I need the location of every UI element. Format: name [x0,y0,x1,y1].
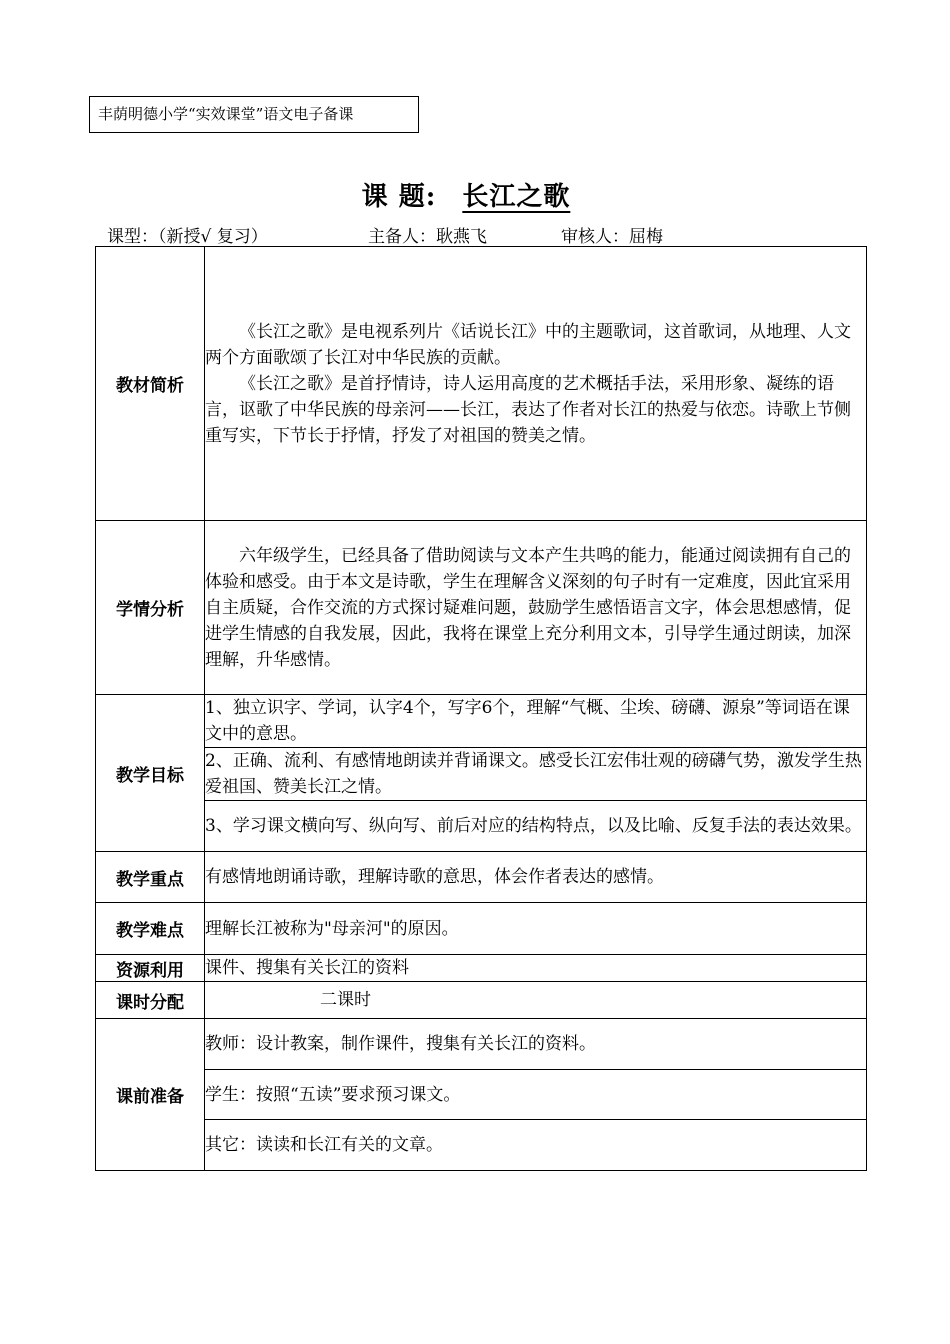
row-content [205,521,867,695]
row-content [205,247,867,521]
prep-student: 学生：按照“五读”要求预习课文。 [205,1070,867,1120]
row-goal-3 [96,801,867,852]
hours-content: 二课时 [205,982,867,1019]
students-paragraph: 六年级学生，已经具备了借助阅读与文本产生共鸣的能力，能通过阅读拥有自己的体验和感受。由于本文是诗歌，学生在理解含义深刻的句子时有一定难度，因此宜采用自主质疑，合作交流的方式探讨疑难问题，鼓励学生感悟语言文字，体会思想感情，促进学生情感的自我发展，因此，我将在课堂上充分利用文本，引导学生通过朗读，加深理解，升华感情。 [205,545,851,670]
row-difficulty [96,903,867,955]
row-key [96,852,867,903]
title-topic: 长江之歌 [462,182,571,212]
row-students [96,521,867,695]
row-prep-other [96,1120,867,1171]
row-hours [96,982,867,1019]
material-paragraph-2: 《长江之歌》是首抒情诗，诗人运用高度的艺术概括手法，采用形象、凝练的语言，讴歌了中华民族的母亲河——长江，表达了作者对长江的热爱与依恋。诗歌上节侧重写实，下节长于抒情，抒发了对祖国的赞美之情。 [205,373,851,446]
row-prep-teacher [96,1019,867,1070]
resources-content: 课件、搜集有关长江的资料 [205,955,867,982]
difficulty-content: 理解长江被称为"母亲河"的原因。 [205,903,867,955]
goal-2: 2、正确、流利、有感情地朗读并背诵课文。感受长江宏伟壮观的磅礴气势，激发学生热爱祖国、赞美长江之情。 [205,748,867,801]
row-label: 教学重点 [96,852,205,903]
row-goal-1 [96,695,867,748]
prep-other: 其它：读读和长江有关的文章。 [205,1120,867,1171]
title-label: 课 题: [361,182,437,212]
row-label: 资源利用 [96,955,205,982]
material-paragraph-1: 《长江之歌》是电视系列片《话说长江》中的主题歌词，这首歌词，从地理、人文两个方面歌颂了长江对中华民族的贡献。 [205,321,851,368]
reviewer: 审核人：屈梅 [561,227,663,247]
lesson-type: 课型：（新授√ 复习） [107,227,268,247]
goal-3: 3、学习课文横向写、纵向写、前后对应的结构特点，以及比喻、反复手法的表达效果。 [205,801,867,852]
row-material [96,247,867,521]
row-label: 教材简析 [96,247,205,521]
row-label: 教学目标 [96,695,205,852]
row-label: 学情分析 [96,521,205,695]
row-label: 教学难点 [96,903,205,955]
school-header-box [89,96,419,133]
lesson-title [0,176,950,213]
row-prep-student [96,1070,867,1120]
row-label: 课时分配 [96,982,205,1019]
prep-teacher: 教师：设计教案，制作课件，搜集有关长江的资料。 [205,1019,867,1070]
school-header-text: 丰荫明德小学“实效课堂”语文电子备课 [98,105,354,123]
lesson-plan-table [95,246,867,1171]
row-label: 课前准备 [96,1019,205,1171]
row-goal-2 [96,748,867,801]
key-content: 有感情地朗诵诗歌，理解诗歌的意思，体会作者表达的感情。 [205,852,867,903]
goal-1: 1、独立识字、学词，认字4个，写字6个，理解“气概、尘埃、磅礴、源泉”等词语在课文中的意思。 [205,695,867,748]
row-resources [96,955,867,982]
preparer: 主备人：耿燕飞 [368,227,487,247]
